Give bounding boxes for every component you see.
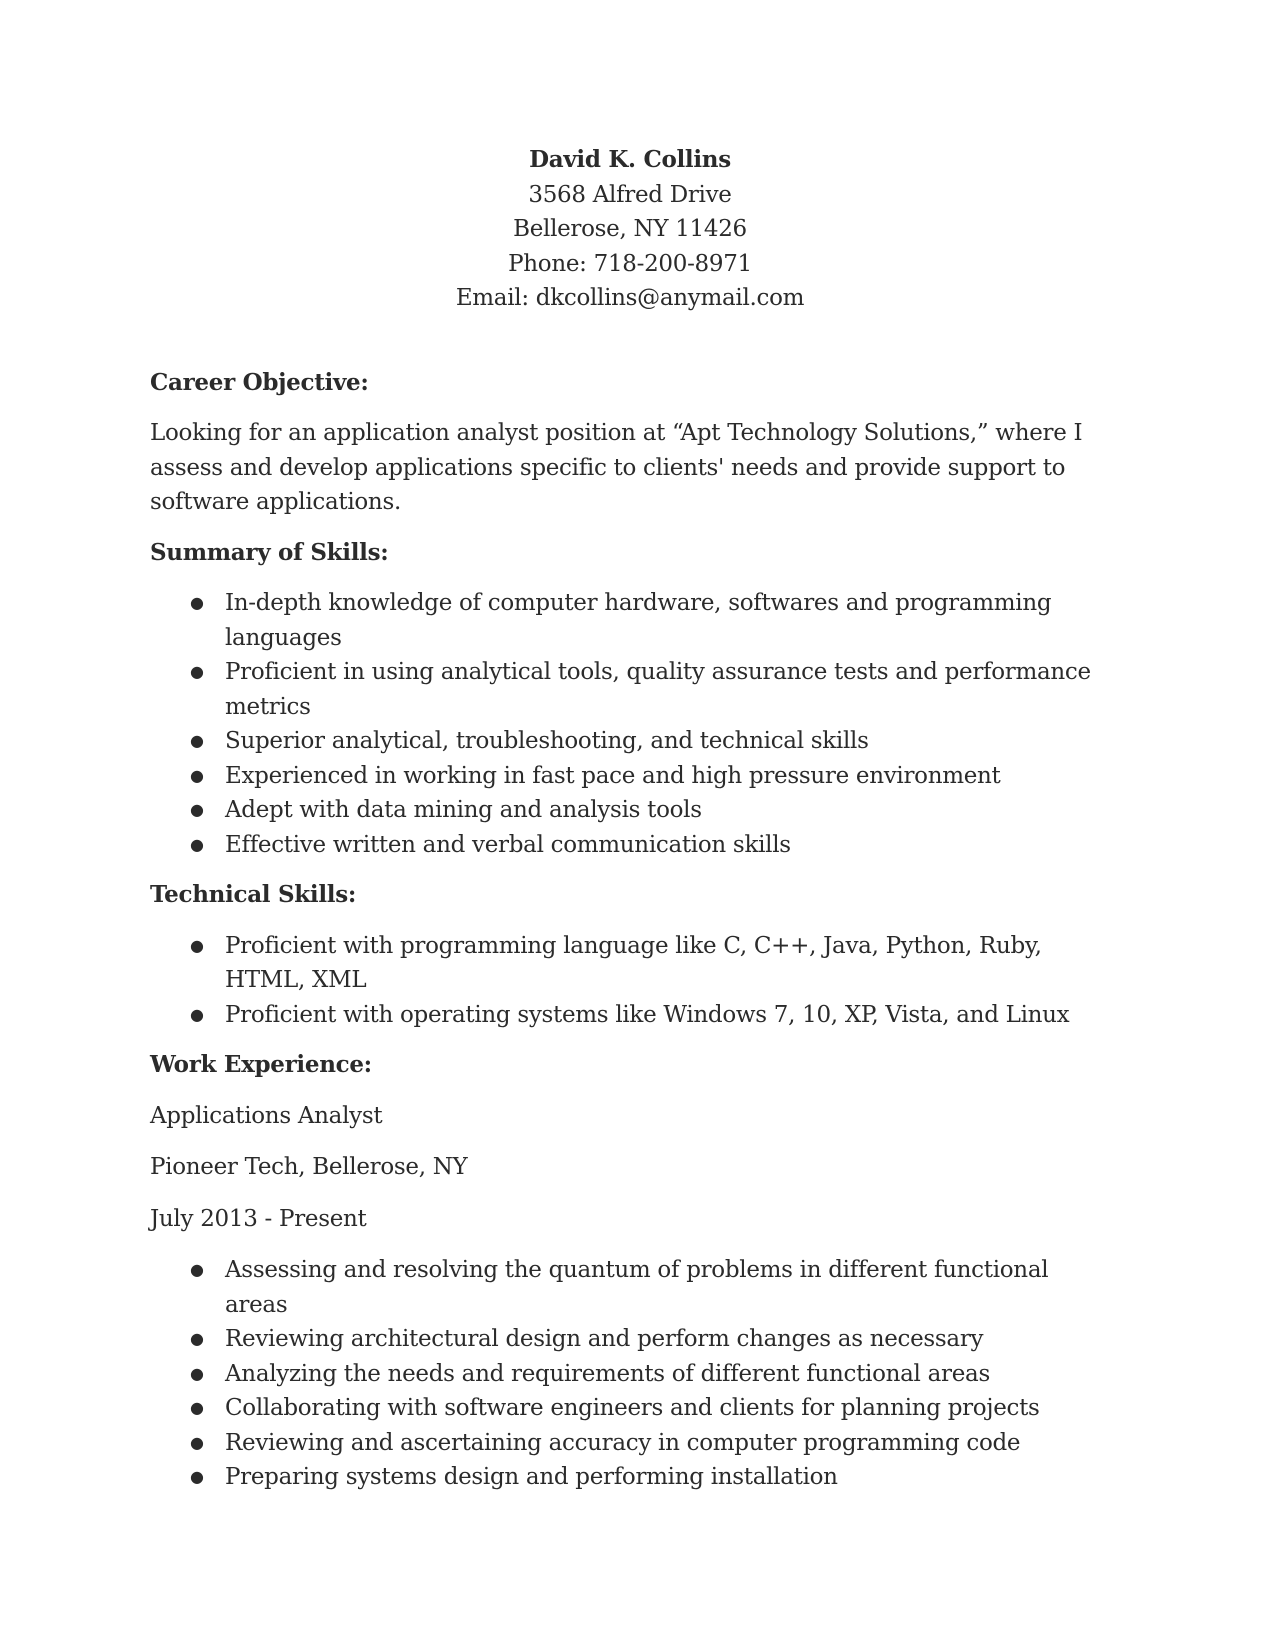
- list-item: [150, 1357, 1110, 1392]
- list-item: [150, 1460, 1110, 1495]
- list-item-text: Reviewing architectural design and perform changes as necessary: [225, 1326, 984, 1352]
- bullet-icon: ●: [190, 1398, 204, 1417]
- address-line-1: 3568 Alfred Drive: [528, 181, 732, 208]
- list-item: [150, 655, 1110, 724]
- job-dates: July 2013 - Present: [150, 1205, 367, 1232]
- list-item-text: Proficient in using analytical tools, quality assurance tests and performance metrics: [225, 659, 1091, 720]
- bullet-icon: ●: [190, 834, 204, 854]
- list-item: [150, 586, 1110, 655]
- contact-header: [150, 143, 1110, 316]
- technical-skills-heading: Technical Skills:: [150, 881, 357, 908]
- list-item-text: Collaborating with software engineers and clients for planning projects: [225, 1395, 1040, 1421]
- list-item-text: Reviewing and ascertaining accuracy in computer programming code: [225, 1429, 1021, 1456]
- bullet-icon: ●: [190, 593, 204, 612]
- bullet-icon: ●: [190, 731, 204, 750]
- list-item: [150, 998, 1110, 1033]
- list-item: [150, 1426, 1110, 1461]
- career-objective-text: Looking for an application analyst position at “Apt Technology Solutions,” where I assess and develop applications specific to clients' needs and provide support to software applications.: [150, 420, 1083, 515]
- list-item-text: Experienced in working in fast pace and high pressure environment: [225, 762, 1001, 789]
- bullet-icon: ●: [190, 800, 204, 819]
- list-item: [150, 828, 1110, 863]
- list-item-text: Preparing systems design and performing installation: [225, 1464, 838, 1490]
- work-experience-heading: Work Experience:: [150, 1051, 372, 1078]
- bullet-icon: ●: [190, 1432, 204, 1452]
- list-item-text: Assessing and resolving the quantum of problems in different functional areas: [225, 1257, 1049, 1318]
- summary-of-skills-list: [150, 586, 1110, 862]
- list-item-text: Adept with data mining and analysis tools: [225, 797, 702, 823]
- list-item-text: Effective written and verbal communication skills: [225, 831, 791, 858]
- job-title: Applications Analyst: [150, 1102, 383, 1129]
- list-item-text: Analyzing the needs and requirements of different functional areas: [225, 1360, 990, 1387]
- bullet-icon: ●: [190, 1467, 204, 1486]
- list-item: [150, 1322, 1110, 1357]
- bullet-icon: ●: [190, 1363, 204, 1383]
- list-item: [150, 1391, 1110, 1426]
- list-item: [150, 724, 1110, 759]
- list-item: [150, 929, 1110, 998]
- bullet-icon: ●: [190, 765, 204, 785]
- list-item-text: Superior analytical, troubleshooting, and technical skills: [225, 728, 869, 754]
- bullet-icon: ●: [190, 1260, 204, 1279]
- email-line: Email: dkcollins@anymail.com: [455, 285, 805, 311]
- bullet-icon: ●: [190, 662, 204, 681]
- bullet-icon: ●: [190, 1329, 204, 1348]
- job-company: Pioneer Tech, Bellerose, NY: [150, 1154, 468, 1180]
- list-item-text: Proficient with programming language like C, C++, Java, Python, Ruby, HTML, XML: [225, 932, 1042, 993]
- list-item: [150, 759, 1110, 794]
- technical-skills-list: [150, 929, 1110, 1033]
- list-item: [150, 1253, 1110, 1322]
- applicant-name: David K. Collins: [529, 146, 731, 173]
- list-item: [150, 793, 1110, 828]
- phone-line: Phone: 718-200-8971: [508, 250, 752, 277]
- career-objective-heading: Career Objective:: [150, 368, 369, 396]
- bullet-icon: ●: [190, 935, 204, 955]
- bullet-icon: ●: [190, 1004, 204, 1024]
- summary-of-skills-heading: Summary of Skills:: [150, 538, 389, 566]
- address-line-2: Bellerose, NY 11426: [513, 216, 747, 242]
- list-item-text: In-depth knowledge of computer hardware, softwares and programming languages: [225, 590, 1052, 651]
- job-duties-list: [150, 1253, 1110, 1495]
- resume-content: [150, 143, 1110, 1511]
- list-item-text: Proficient with operating systems like Windows 7, 10, XP, Vista, and Linux: [225, 1001, 1070, 1028]
